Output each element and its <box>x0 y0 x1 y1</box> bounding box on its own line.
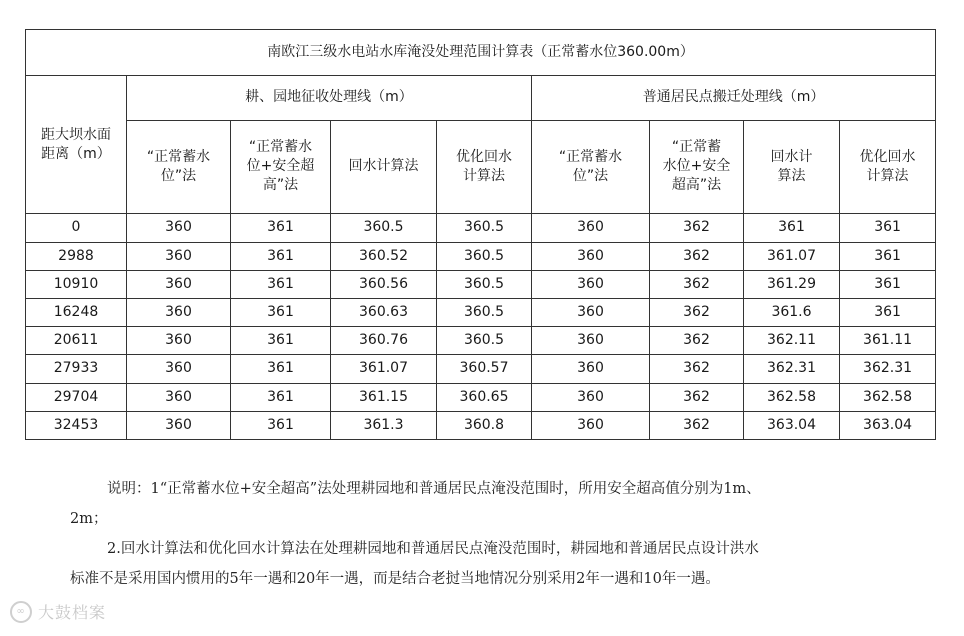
table-cell: 361 <box>744 214 840 242</box>
distance-cell: 20611 <box>26 327 127 355</box>
table-cell: 360 <box>127 270 231 298</box>
group-header-farmland: 耕、园地征收处理线（m） <box>127 76 532 120</box>
table-cell: 361 <box>231 411 331 439</box>
distance-cell: 27933 <box>26 355 127 383</box>
table-cell: 361 <box>231 270 331 298</box>
table-cell: 361.29 <box>744 270 840 298</box>
table-cell: 360 <box>532 298 650 326</box>
table-cell: 360.5 <box>437 214 532 242</box>
table-cell: 360 <box>127 327 231 355</box>
watermark-text: 大鼓档案 <box>38 603 107 622</box>
table-cell: 360 <box>532 327 650 355</box>
table-cell: 363.04 <box>744 411 840 439</box>
table-cell: 361.11 <box>840 327 936 355</box>
table-row <box>26 355 936 383</box>
table-cell: 360.5 <box>437 327 532 355</box>
table-cell: 361 <box>840 214 936 242</box>
table-cell: 360 <box>532 383 650 411</box>
sub-header-1: “正常蓄水 位”法 <box>127 120 231 214</box>
table-cell: 361 <box>231 214 331 242</box>
row-header-distance: 距大坝水面 距离（m） <box>26 76 127 214</box>
distance-cell: 16248 <box>26 298 127 326</box>
table-cell: 360.8 <box>437 411 532 439</box>
table-cell: 361.07 <box>744 242 840 270</box>
table-cell: 361 <box>231 355 331 383</box>
table-cell: 360 <box>127 355 231 383</box>
sub-header-row <box>26 120 936 214</box>
table-row <box>26 214 936 242</box>
table-cell: 362 <box>650 355 744 383</box>
table-cell: 360 <box>127 411 231 439</box>
table-cell: 362 <box>650 411 744 439</box>
table-cell: 361 <box>840 298 936 326</box>
table-cell: 360 <box>127 214 231 242</box>
table-cell: 362 <box>650 383 744 411</box>
table-cell: 360.5 <box>437 242 532 270</box>
distance-cell: 0 <box>26 214 127 242</box>
table-cell: 361 <box>840 270 936 298</box>
table-cell: 360.56 <box>331 270 437 298</box>
table-title: 南欧江三级水电站水库淹没处理范围计算表（正常蓄水位360.00m） <box>26 30 936 76</box>
table-cell: 362.58 <box>744 383 840 411</box>
table-row <box>26 411 936 439</box>
table-cell: 362.31 <box>744 355 840 383</box>
table-cell: 361 <box>231 383 331 411</box>
table-cell: 362 <box>650 242 744 270</box>
table-row <box>26 270 936 298</box>
table-cell: 361.3 <box>331 411 437 439</box>
table-cell: 360.63 <box>331 298 437 326</box>
table-body <box>26 214 936 440</box>
table-cell: 360 <box>127 383 231 411</box>
table-row <box>26 298 936 326</box>
table-cell: 361 <box>231 242 331 270</box>
table-cell: 363.04 <box>840 411 936 439</box>
table-cell: 360 <box>127 242 231 270</box>
table-cell: 362 <box>650 270 744 298</box>
table-cell: 360.5 <box>437 270 532 298</box>
distance-cell: 32453 <box>26 411 127 439</box>
table-cell: 360.57 <box>437 355 532 383</box>
watermark-logo-icon: ∞ <box>10 601 32 623</box>
table-cell: 361 <box>231 327 331 355</box>
sub-header-6: “正常蓄 水位+安全 超高”法 <box>650 120 744 214</box>
sub-header-7: 回水计 算法 <box>744 120 840 214</box>
table-cell: 362 <box>650 298 744 326</box>
table-cell: 362 <box>650 327 744 355</box>
table-cell: 360.65 <box>437 383 532 411</box>
table-cell: 362 <box>650 214 744 242</box>
table-cell: 360.52 <box>331 242 437 270</box>
table-cell: 360 <box>532 270 650 298</box>
table-cell: 362.31 <box>840 355 936 383</box>
table-cell: 360 <box>532 355 650 383</box>
table-row <box>26 383 936 411</box>
table-cell: 361.15 <box>331 383 437 411</box>
note-1: 说明：1“正常蓄水位+安全超高”法处理耕园地和普通居民点淹没范围时，所用安全超高值分别为1m、2m； <box>70 481 761 527</box>
distance-cell: 2988 <box>26 242 127 270</box>
table-cell: 361.6 <box>744 298 840 326</box>
table-cell: 362.11 <box>744 327 840 355</box>
table-row <box>26 242 936 270</box>
notes <box>70 474 770 594</box>
table-row <box>26 327 936 355</box>
note-2: 2.回水计算法和优化回水计算法在处理耕园地和普通居民点淹没范围时，耕园地和普通居民点设计洪水标准不是采用国内惯用的5年一遇和20年一遇，而是结合老挝当地情况分别采用2年一遇和10年一遇。 <box>70 541 759 587</box>
sub-header-3: 回水计算法 <box>331 120 437 214</box>
sub-header-4: 优化回水 计算法 <box>437 120 532 214</box>
sub-header-5: “正常蓄水 位”法 <box>532 120 650 214</box>
table-cell: 360.5 <box>437 298 532 326</box>
table-cell: 360 <box>532 242 650 270</box>
distance-cell: 29704 <box>26 383 127 411</box>
group-header-residential: 普通居民点搬迁处理线（m） <box>532 76 936 120</box>
table-cell: 360.5 <box>331 214 437 242</box>
table-cell: 361 <box>840 242 936 270</box>
inundation-table <box>25 29 936 440</box>
table-cell: 360.76 <box>331 327 437 355</box>
table-cell: 361.07 <box>331 355 437 383</box>
sub-header-8: 优化回水 计算法 <box>840 120 936 214</box>
table-cell: 360 <box>532 214 650 242</box>
distance-cell: 10910 <box>26 270 127 298</box>
table-cell: 360 <box>127 298 231 326</box>
table-cell: 361 <box>231 298 331 326</box>
sub-header-2: “正常蓄水 位+安全超 高”法 <box>231 120 331 214</box>
table-cell: 362.58 <box>840 383 936 411</box>
watermark <box>10 600 106 623</box>
table-cell: 360 <box>532 411 650 439</box>
